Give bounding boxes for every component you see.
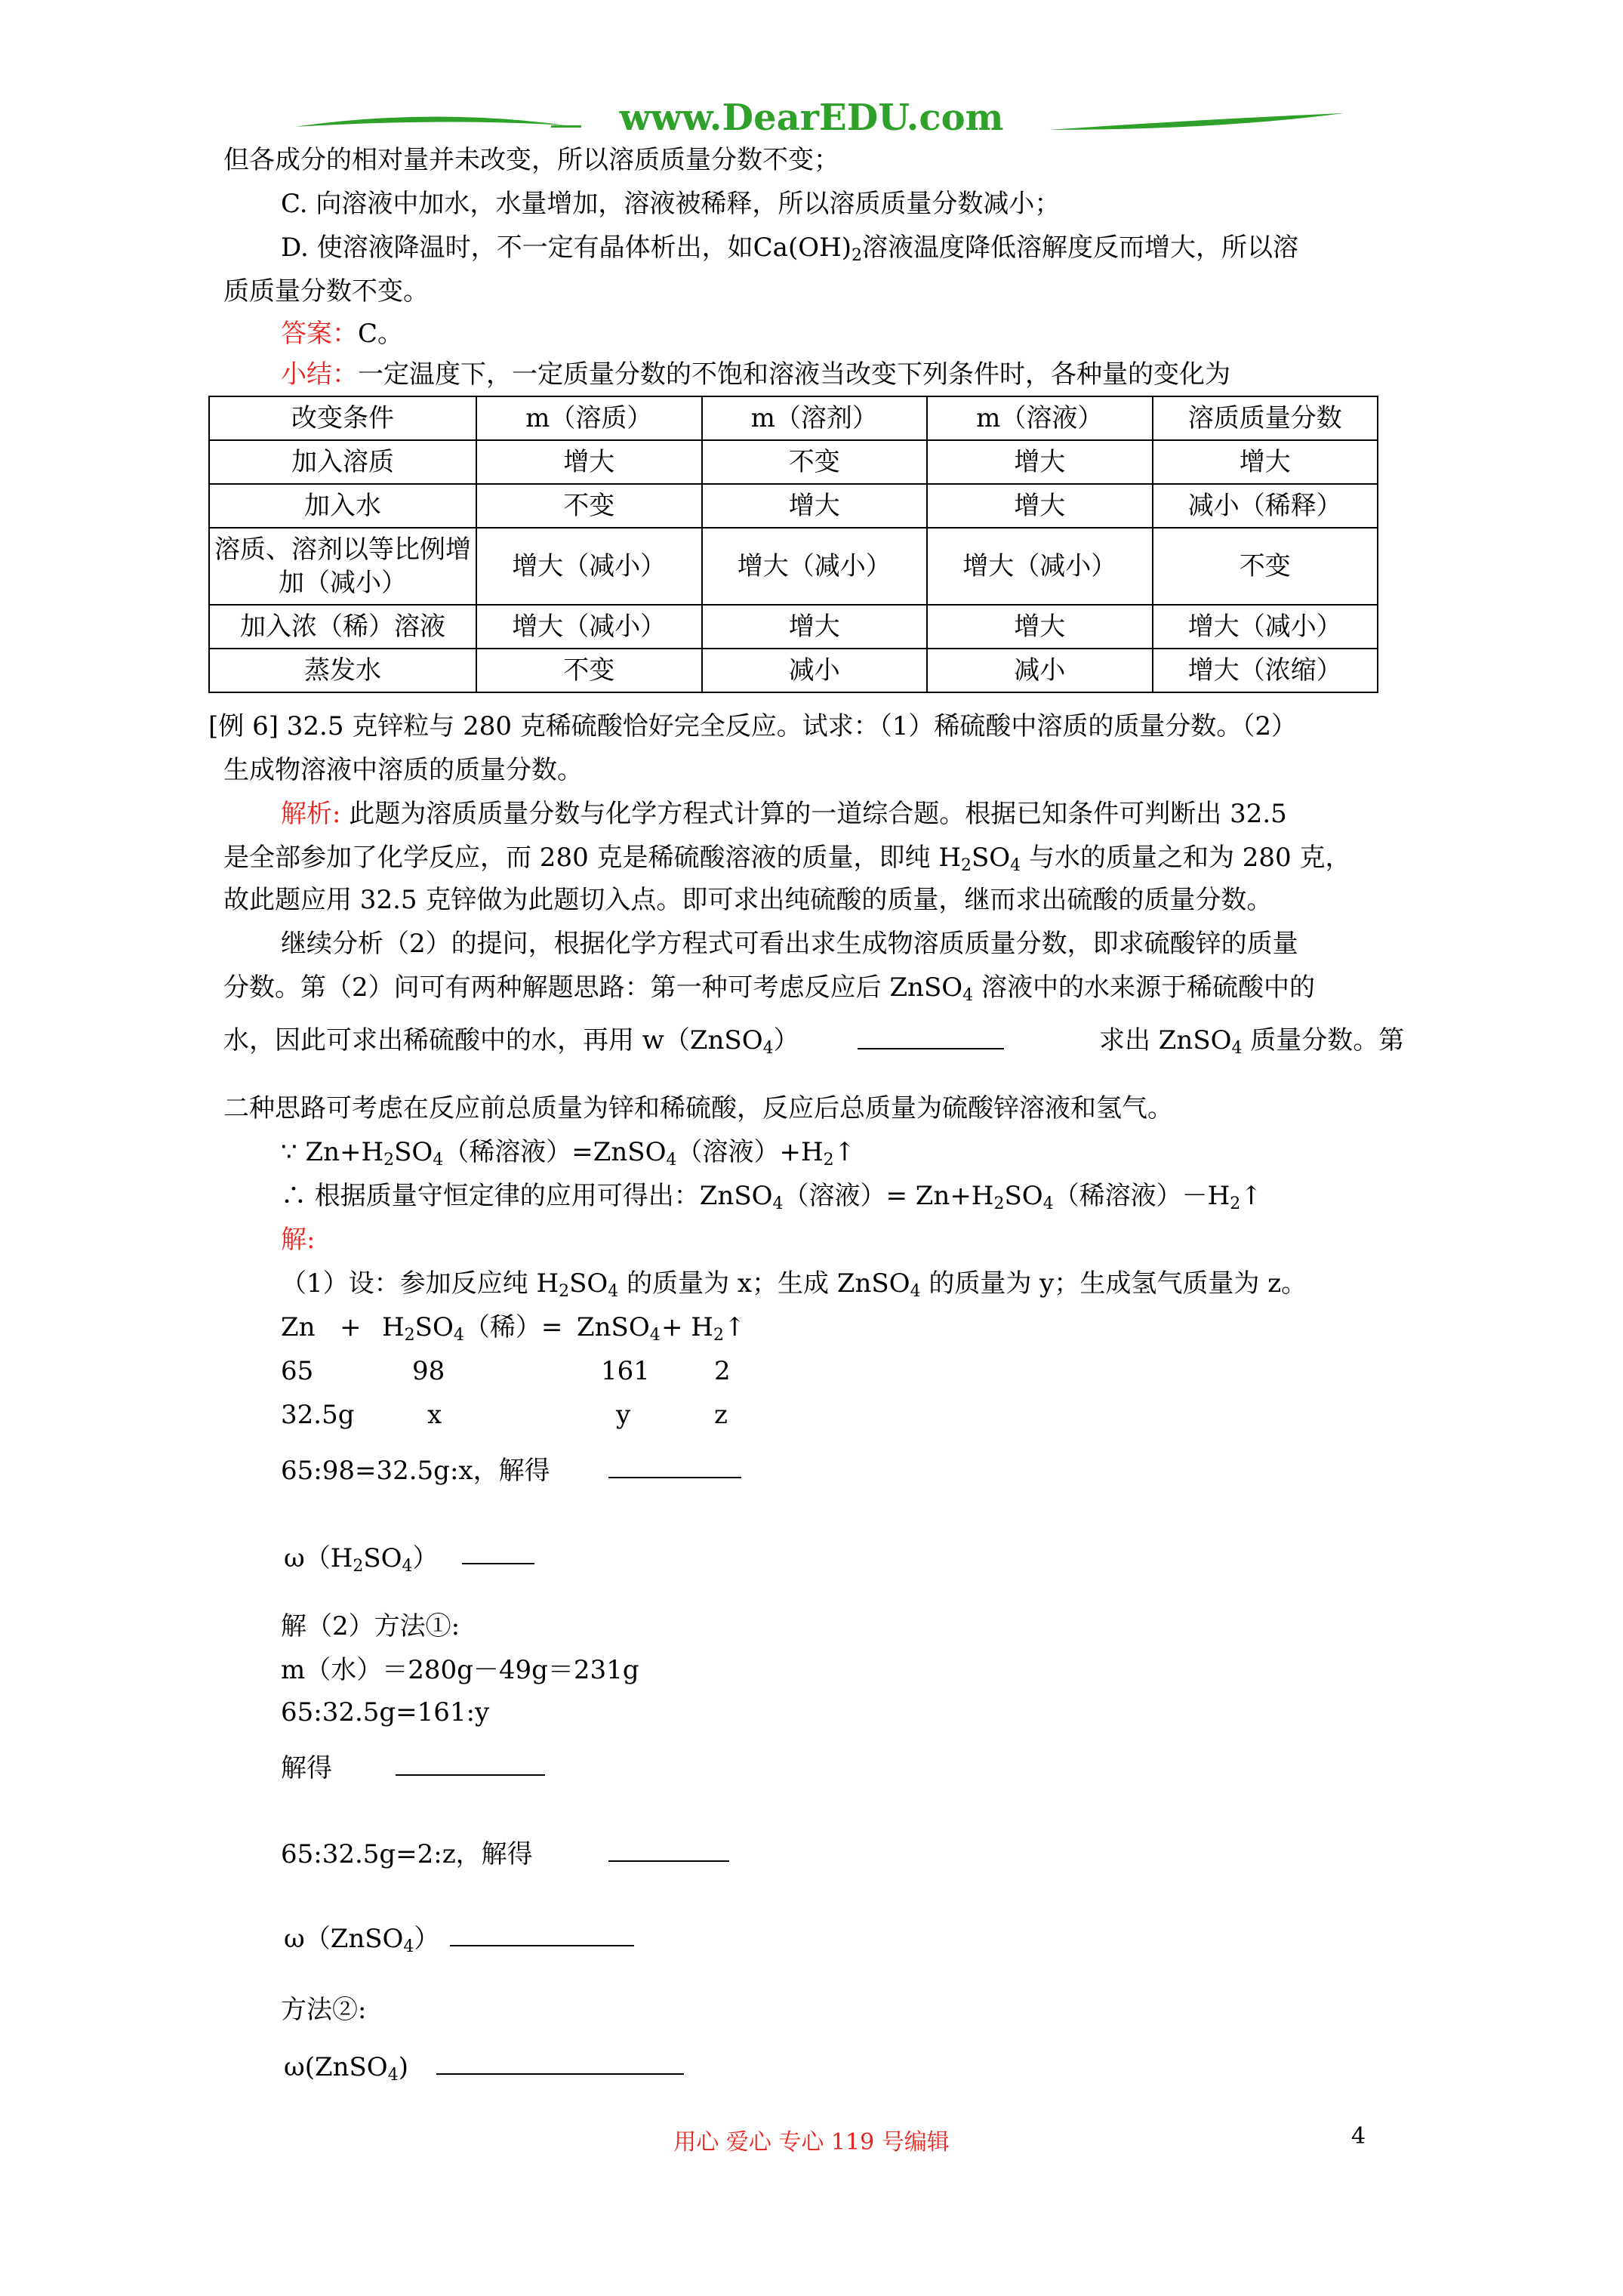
reaction-line: ∴ 根据质量守恒定律的应用可得出：ZnSO$_4$（溶液）= $Zn+H_2SO_4$（稀溶液）$-H_2↑$ — [281, 1181, 1262, 1213]
table-row — [209, 528, 1378, 605]
omega-h2so4: $\omega(H_2SO_4)$ — [284, 1543, 439, 1576]
table-cell: 增大 — [927, 605, 1153, 649]
table-row — [209, 440, 1378, 484]
analysis-line: 二种思路可考虑在反应前总质量为锌和稀硫酸，反应后总质量为硫酸锌溶液和氢气。 — [223, 1093, 1173, 1123]
header-site-name[interactable]: www.DearEDU.com — [619, 97, 1004, 139]
answer-blank[interactable] — [450, 1943, 634, 1946]
summary-line: 小结：一定温度下，一定质量分数的不饱和溶液当改变下列条件时，各种量的变化为 — [281, 359, 1230, 390]
table-cell: 增大（减小） — [476, 605, 702, 649]
omega-znso4: ω（ZnSO$_4$） — [284, 1924, 440, 1956]
molar-mass-zn: 65 — [281, 1356, 314, 1386]
example-line: [例 6] 32.5 克锌粒与 280 克稀硫酸恰好完全反应。试求：（1）稀硫酸中溶质的质量分数。（2） — [208, 711, 1298, 741]
solution-line: （1）设：参加反应纯 $H_2SO_4$ 的质量为 x；生成 ZnSO$_4$ 的质量为 y；生成氢气质量为 z。 — [281, 1268, 1307, 1301]
method-2-label: 方法②: — [281, 1995, 367, 2025]
answer-blank[interactable] — [462, 1561, 534, 1564]
summary-label: 小结： — [281, 359, 358, 390]
molar-mass-znso4: 161 — [601, 1356, 650, 1386]
analysis-line: 求出 ZnSO$_4$ 质量分数。第 — [1099, 1025, 1405, 1058]
table-cell: 加入溶质 — [209, 440, 476, 484]
molar-mass-h2so4: 98 — [412, 1356, 445, 1386]
text-line: 质质量分数不变。 — [223, 276, 429, 307]
analysis-line: 解析: 此题为溶质质量分数与化学方程式计算的一道综合题。根据已知条件可判断出 32.5 — [281, 799, 1287, 829]
equation-plus: + — [340, 1312, 362, 1342]
answer-blank[interactable] — [608, 1475, 741, 1478]
reaction-line: ∵ $Zn+H_2SO_4$（稀溶液）=ZnSO$_4$（溶液）$+H_2↑$ — [281, 1137, 856, 1170]
table-row — [209, 605, 1378, 649]
equation-zn: Zn — [281, 1312, 316, 1342]
analysis-line: 是全部参加了化学反应，而 280 克是稀硫酸溶液的质量，即纯 $H_2SO_4$ 与水的质量之和为 280 克， — [223, 843, 1351, 875]
table-cell: 增大（减小） — [1153, 605, 1378, 649]
answer-blank[interactable] — [436, 2072, 684, 2075]
value-zn: 32.5g — [281, 1400, 355, 1430]
table-header-cell: m（溶质） — [476, 396, 702, 440]
table-cell: 增大 — [1153, 440, 1378, 484]
table-cell: 加入水 — [209, 484, 476, 528]
table-cell: 增大（减小） — [927, 528, 1153, 605]
answer-blank[interactable] — [608, 1859, 729, 1862]
table-cell: 不变 — [476, 649, 702, 692]
equation-h2so4: $H_2SO_4$（稀）= — [382, 1312, 563, 1345]
analysis-line: 故此题应用 32.5 克锌做为此题切入点。即可求出纯硫酸的质量，继而求出硫酸的质量分数。 — [223, 885, 1273, 915]
text-line: 但各成分的相对量并未改变，所以溶质质量分数不变； — [223, 145, 839, 175]
table-cell: 增大（减小） — [702, 528, 928, 605]
value-y: y — [616, 1400, 631, 1430]
table-header-cell: 改变条件 — [209, 396, 476, 440]
example-line: 生成物溶液中溶质的质量分数。 — [223, 755, 583, 785]
table-cell: 减小 — [702, 649, 928, 692]
water-mass-line: m（水）＝280g－49g＝231g — [281, 1655, 639, 1685]
equation-znso4: ZnSO$_4$ — [577, 1312, 661, 1345]
table-cell: 减小 — [927, 649, 1153, 692]
page-number: 4 — [1351, 2123, 1366, 2150]
molar-mass-h2: 2 — [714, 1356, 731, 1386]
table-cell: 增大 — [927, 484, 1153, 528]
table-cell: 蒸发水 — [209, 649, 476, 692]
text-line: D. 使溶液降温时，不一定有晶体析出，如$Ca(OH)_2$溶液温度降低溶解度反而增大，所以溶 — [281, 233, 1299, 265]
analysis-line: 水，因此可求出稀硫酸中的水，再用 w（ZnSO$_4$） — [223, 1025, 799, 1058]
table-cell: 增大（浓缩） — [1153, 649, 1378, 692]
table-cell: 不变 — [702, 440, 928, 484]
table-cell: 溶质、溶剂以等比例增加（减小） — [209, 528, 476, 605]
equation-h2: + $H_2↑$ — [661, 1312, 746, 1345]
method-1-label: 解（2）方法①: — [281, 1611, 460, 1641]
ratio-line: 65:32.5g=2:z，解得 — [281, 1839, 533, 1869]
analysis-line: 分数。第（2）问可有两种解题思路：第一种可考虑反应后 ZnSO$_4$ 溶液中的水来源于稀硫酸中的 — [223, 972, 1315, 1005]
table-header-cell: m（溶剂） — [702, 396, 928, 440]
table-cell: 增大 — [476, 440, 702, 484]
answer-blank[interactable] — [396, 1773, 545, 1776]
answer-label: 答案： — [281, 319, 358, 349]
table-row — [209, 649, 1378, 692]
table-cell: 减小（稀释） — [1153, 484, 1378, 528]
table-cell: 加入浓（稀）溶液 — [209, 605, 476, 649]
table-header-cell: 溶质质量分数 — [1153, 396, 1378, 440]
table-cell: 增大 — [702, 484, 928, 528]
table-row — [209, 484, 1378, 528]
value-z: z — [714, 1400, 728, 1430]
ratio-line: 65:98=32.5g:x，解得 — [281, 1456, 550, 1486]
solution-label: 解: — [281, 1225, 316, 1255]
value-x: x — [427, 1400, 442, 1430]
analysis-line: 继续分析（2）的提问，根据化学方程式可看出求生成物溶质质量分数，即求硫酸锌的质量 — [281, 929, 1298, 959]
table-cell: 增大 — [702, 605, 928, 649]
table-cell: 增大（减小） — [476, 528, 702, 605]
summary-table — [208, 396, 1378, 693]
footer-text: 用心 爱心 专心 119 号编辑 — [673, 2129, 950, 2156]
answer-line: 答案：C。 — [281, 319, 404, 349]
answer-blank[interactable] — [858, 1046, 1004, 1049]
analysis-label: 解析: — [281, 799, 341, 829]
table-cell: 不变 — [1153, 528, 1378, 605]
solve-label: 解得 — [281, 1753, 332, 1783]
table-cell: 增大 — [927, 440, 1153, 484]
table-cell: 不变 — [476, 484, 702, 528]
text-line: C. 向溶液中加水，水量增加，溶液被稀释，所以溶质质量分数减小； — [281, 189, 1061, 219]
ratio-line: 65:32.5g=161:y — [281, 1697, 490, 1727]
table-header-cell: m（溶液） — [927, 396, 1153, 440]
omega-znso4-2: ω(ZnSO$_4$) — [284, 2052, 408, 2085]
table-header-row — [209, 396, 1378, 440]
